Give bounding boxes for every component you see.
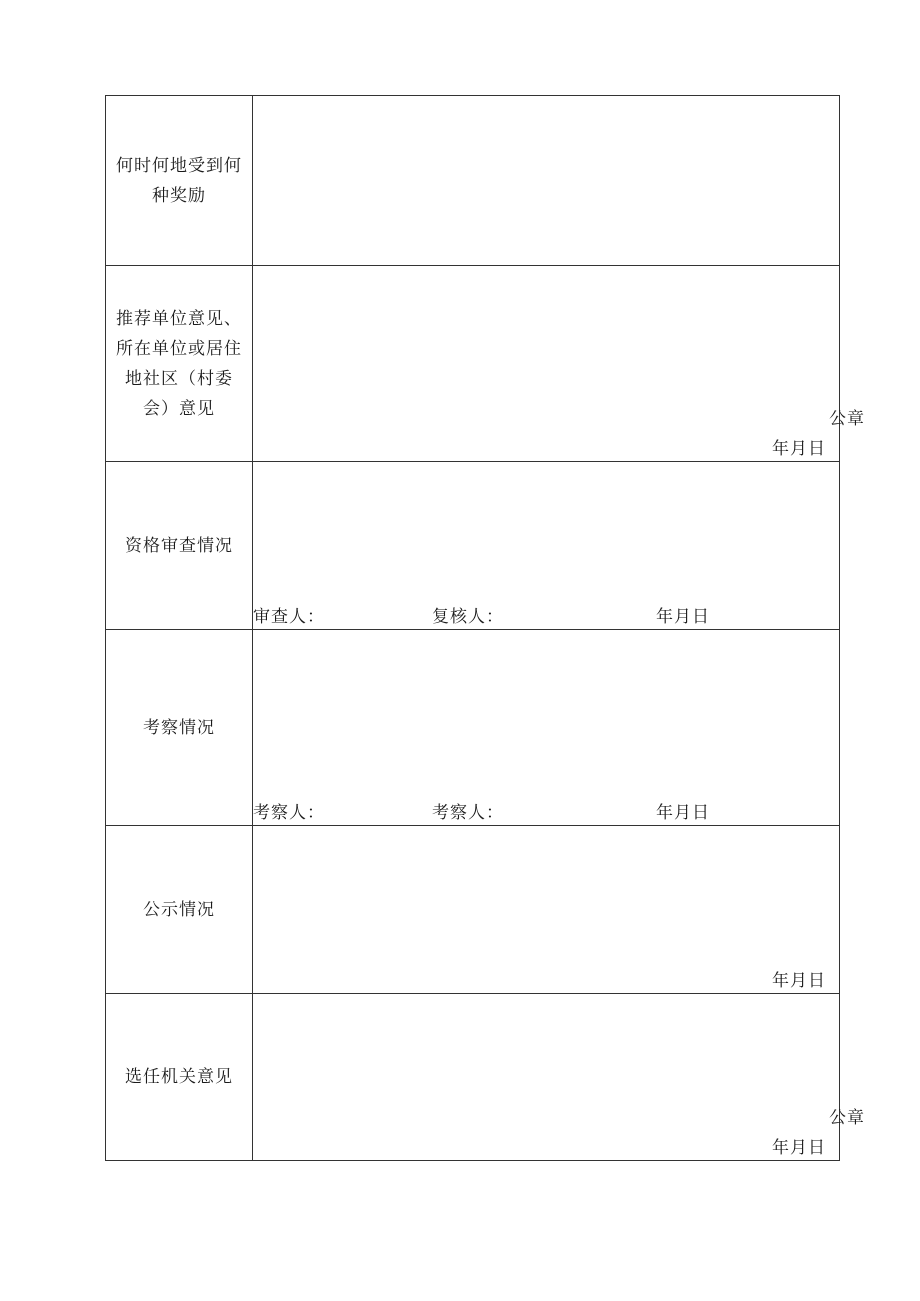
label-awards [106,96,253,265]
label-line: 地社区（村委 [125,368,233,389]
row-public-notice [106,825,839,993]
date-label: 年月日 [772,1138,826,1158]
label-line: 所在单位或居住 [116,338,242,359]
inspector-label-2: 考察人： [432,803,504,823]
row-authority [106,993,865,1160]
row-inspection [106,629,839,825]
content-awards[interactable] [253,96,839,265]
date-label: 年月日 [656,607,710,627]
label-line: 资格审查情况 [125,535,233,556]
rechecker-label: 复核人： [432,607,504,627]
reviewer-label: 审查人： [253,607,325,627]
label-authority [106,994,253,1160]
label-recommendation [106,266,253,461]
label-inspection [106,630,253,825]
content-public-notice[interactable] [253,826,839,993]
form-table [105,95,865,1161]
label-qualification [106,462,253,629]
date-label: 年月日 [772,971,826,991]
date-label: 年月日 [656,803,710,823]
label-line: 推荐单位意见、 [116,308,242,329]
content-qualification[interactable] [253,462,839,629]
inspector-label: 考察人： [253,803,325,823]
label-line: 公示情况 [143,899,215,920]
content-recommendation[interactable] [253,266,865,461]
date-label: 年月日 [772,439,826,459]
label-line: 何时何地受到何 [116,155,242,176]
label-public-notice [106,826,253,993]
content-inspection[interactable] [253,630,839,825]
row-qualification [106,461,839,629]
row-recommendation [106,265,865,461]
row-awards [106,96,839,265]
label-line: 会）意见 [143,398,215,419]
label-line: 选任机关意见 [125,1067,233,1087]
seal-label: 公章 [829,409,865,429]
label-line: 考察情况 [143,717,215,738]
seal-label: 公章 [829,1108,865,1128]
content-authority[interactable] [253,994,865,1160]
label-line: 种奖励 [152,185,206,206]
